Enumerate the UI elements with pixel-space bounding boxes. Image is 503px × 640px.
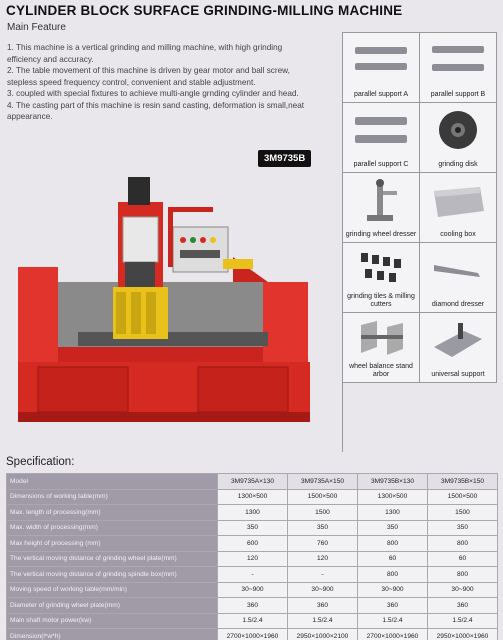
table-row <box>7 629 498 640</box>
table-cell: Main shaft motor power(kw) <box>7 613 218 629</box>
accessory-wheel-balance-stand <box>343 313 420 383</box>
table-cell: Max height of processing (mm) <box>7 536 218 552</box>
table-cell: 30~900 <box>358 582 428 598</box>
grinding-wheel-dresser-icon <box>347 177 416 223</box>
diamond-dresser-icon <box>424 247 493 293</box>
table-cell: 1.5/2.4 <box>218 613 288 629</box>
accessory-label: parallel support B <box>430 91 486 98</box>
table-cell: The vertical moving distance of grinding spindle box(mm) <box>7 567 218 583</box>
parallel-support-b-icon <box>424 37 493 83</box>
table-row <box>7 551 498 567</box>
table-cell: 1500 <box>428 505 498 521</box>
wheel-balance-stand-icon <box>347 317 416 363</box>
accessory-cooling-box <box>420 173 497 243</box>
table-cell: 800 <box>358 536 428 552</box>
table-cell: 1500×500 <box>288 489 358 505</box>
accessory-label: parallel support C <box>353 161 409 168</box>
table-cell: 2700×1000×1960 <box>358 629 428 640</box>
table-cell: 1500 <box>288 505 358 521</box>
table-cell: Diameter of grinding wheel plate(mm) <box>7 598 218 614</box>
table-row <box>7 536 498 552</box>
table-cell: 120 <box>288 551 358 567</box>
accessory-label: parallel support A <box>353 91 409 98</box>
table-cell: Dimensions of working table(mm) <box>7 489 218 505</box>
table-cell: 360 <box>428 598 498 614</box>
accessory-grinding-disk <box>420 103 497 173</box>
table-cell: 350 <box>288 520 358 536</box>
feature-item: 2. The table movement of this machine is driven by gear motor and ball screw, stepless speed frequency control, convenient and stable adjustment. <box>7 66 290 87</box>
accessory-parallel-support-c <box>343 103 420 173</box>
table-cell: 30~900 <box>218 582 288 598</box>
accessory-universal-support <box>420 313 497 383</box>
table-cell: 1500×500 <box>428 489 498 505</box>
table-row <box>7 505 498 521</box>
table-cell: 800 <box>428 567 498 583</box>
spec-table <box>6 473 498 640</box>
section-heading-specification: Specification: <box>6 456 75 468</box>
table-cell: Model <box>7 474 218 490</box>
table-cell: Dimension(l*w*h) <box>7 629 218 640</box>
grinding-disk-icon <box>424 107 493 153</box>
table-cell: 1.5/2.4 <box>428 613 498 629</box>
table-cell: 1.5/2.4 <box>358 613 428 629</box>
table-cell: 2950×1000×1960 <box>428 629 498 640</box>
table-row <box>7 613 498 629</box>
table-cell: - <box>218 567 288 583</box>
table-cell: 360 <box>288 598 358 614</box>
table-row <box>7 582 498 598</box>
universal-support-icon <box>424 317 493 363</box>
table-cell: 350 <box>428 520 498 536</box>
accessory-label: wheel balance stand arbor <box>349 363 413 378</box>
feature-list <box>7 42 307 123</box>
machine-photo <box>8 172 338 432</box>
table-cell: Max. width of processing(mm) <box>7 520 218 536</box>
table-cell: 3M9735A×130 <box>218 474 288 490</box>
accessory-label: grinding disk <box>438 161 478 168</box>
table-cell: 800 <box>428 536 498 552</box>
table-cell: 600 <box>218 536 288 552</box>
accessory-grinding-tiles <box>343 243 420 313</box>
accessory-label: diamond dresser <box>431 301 485 308</box>
table-cell: The vertical moving distance of grinding wheel plate(mm) <box>7 551 218 567</box>
table-cell: 30~900 <box>428 582 498 598</box>
table-cell: 350 <box>218 520 288 536</box>
table-header-row <box>7 474 498 490</box>
table-row <box>7 489 498 505</box>
table-cell: 1300×500 <box>218 489 288 505</box>
table-cell: 3M9735A×150 <box>288 474 358 490</box>
accessory-label: grinding tiles & milling cutters <box>347 293 415 308</box>
parallel-support-c-icon <box>347 107 416 153</box>
table-cell: 350 <box>358 520 428 536</box>
grinding-tiles-icon <box>347 247 416 293</box>
table-row <box>7 520 498 536</box>
table-cell: 1300×500 <box>358 489 428 505</box>
table-cell: 2700×1000×1960 <box>218 629 288 640</box>
model-badge: 3M9735B <box>258 150 311 167</box>
accessory-diamond-dresser <box>420 243 497 313</box>
table-cell: 60 <box>428 551 498 567</box>
table-cell: Max. length of processing(mm) <box>7 505 218 521</box>
table-cell: Moving speed of working table(mm/min) <box>7 582 218 598</box>
accessory-grinding-wheel-dresser <box>343 173 420 243</box>
table-cell: - <box>288 567 358 583</box>
accessories-grid <box>342 32 497 452</box>
table-cell: 3M9735B×130 <box>358 474 428 490</box>
parallel-support-a-icon <box>347 37 416 83</box>
table-cell: 3M9735B×150 <box>428 474 498 490</box>
table-cell: 120 <box>218 551 288 567</box>
accessory-parallel-support-a <box>343 33 420 103</box>
table-cell: 60 <box>358 551 428 567</box>
accessory-label: grinding wheel dresser <box>345 231 417 238</box>
section-heading-main-feature: Main Feature <box>7 22 66 33</box>
feature-item: 4. The casting part of this machine is resin sand casting, deformation is small,neat appearance. <box>7 100 305 121</box>
table-cell: 2950×1000×2100 <box>288 629 358 640</box>
table-cell: 1300 <box>218 505 288 521</box>
table-row <box>7 598 498 614</box>
accessory-label: cooling box <box>440 231 476 238</box>
feature-item: 3. coupled with special fixtures to achieve multi-angle grnding cylinder and head. <box>7 89 299 98</box>
accessory-label: universal support <box>431 371 485 378</box>
cooling-box-icon <box>424 177 493 223</box>
table-cell: 800 <box>358 567 428 583</box>
table-cell: 1.5/2.4 <box>288 613 358 629</box>
table-cell: 1300 <box>358 505 428 521</box>
table-cell: 360 <box>358 598 428 614</box>
table-cell: 360 <box>218 598 288 614</box>
table-cell: 760 <box>288 536 358 552</box>
accessory-parallel-support-b <box>420 33 497 103</box>
page-title: CYLINDER BLOCK SURFACE GRINDING-MILLING MACHINE <box>6 3 403 18</box>
table-cell: 30~900 <box>288 582 358 598</box>
feature-item: 1. This machine is a vertical grinding and milling machine, with high grinding efficiency and accuracy. <box>7 43 283 64</box>
table-row <box>7 567 498 583</box>
